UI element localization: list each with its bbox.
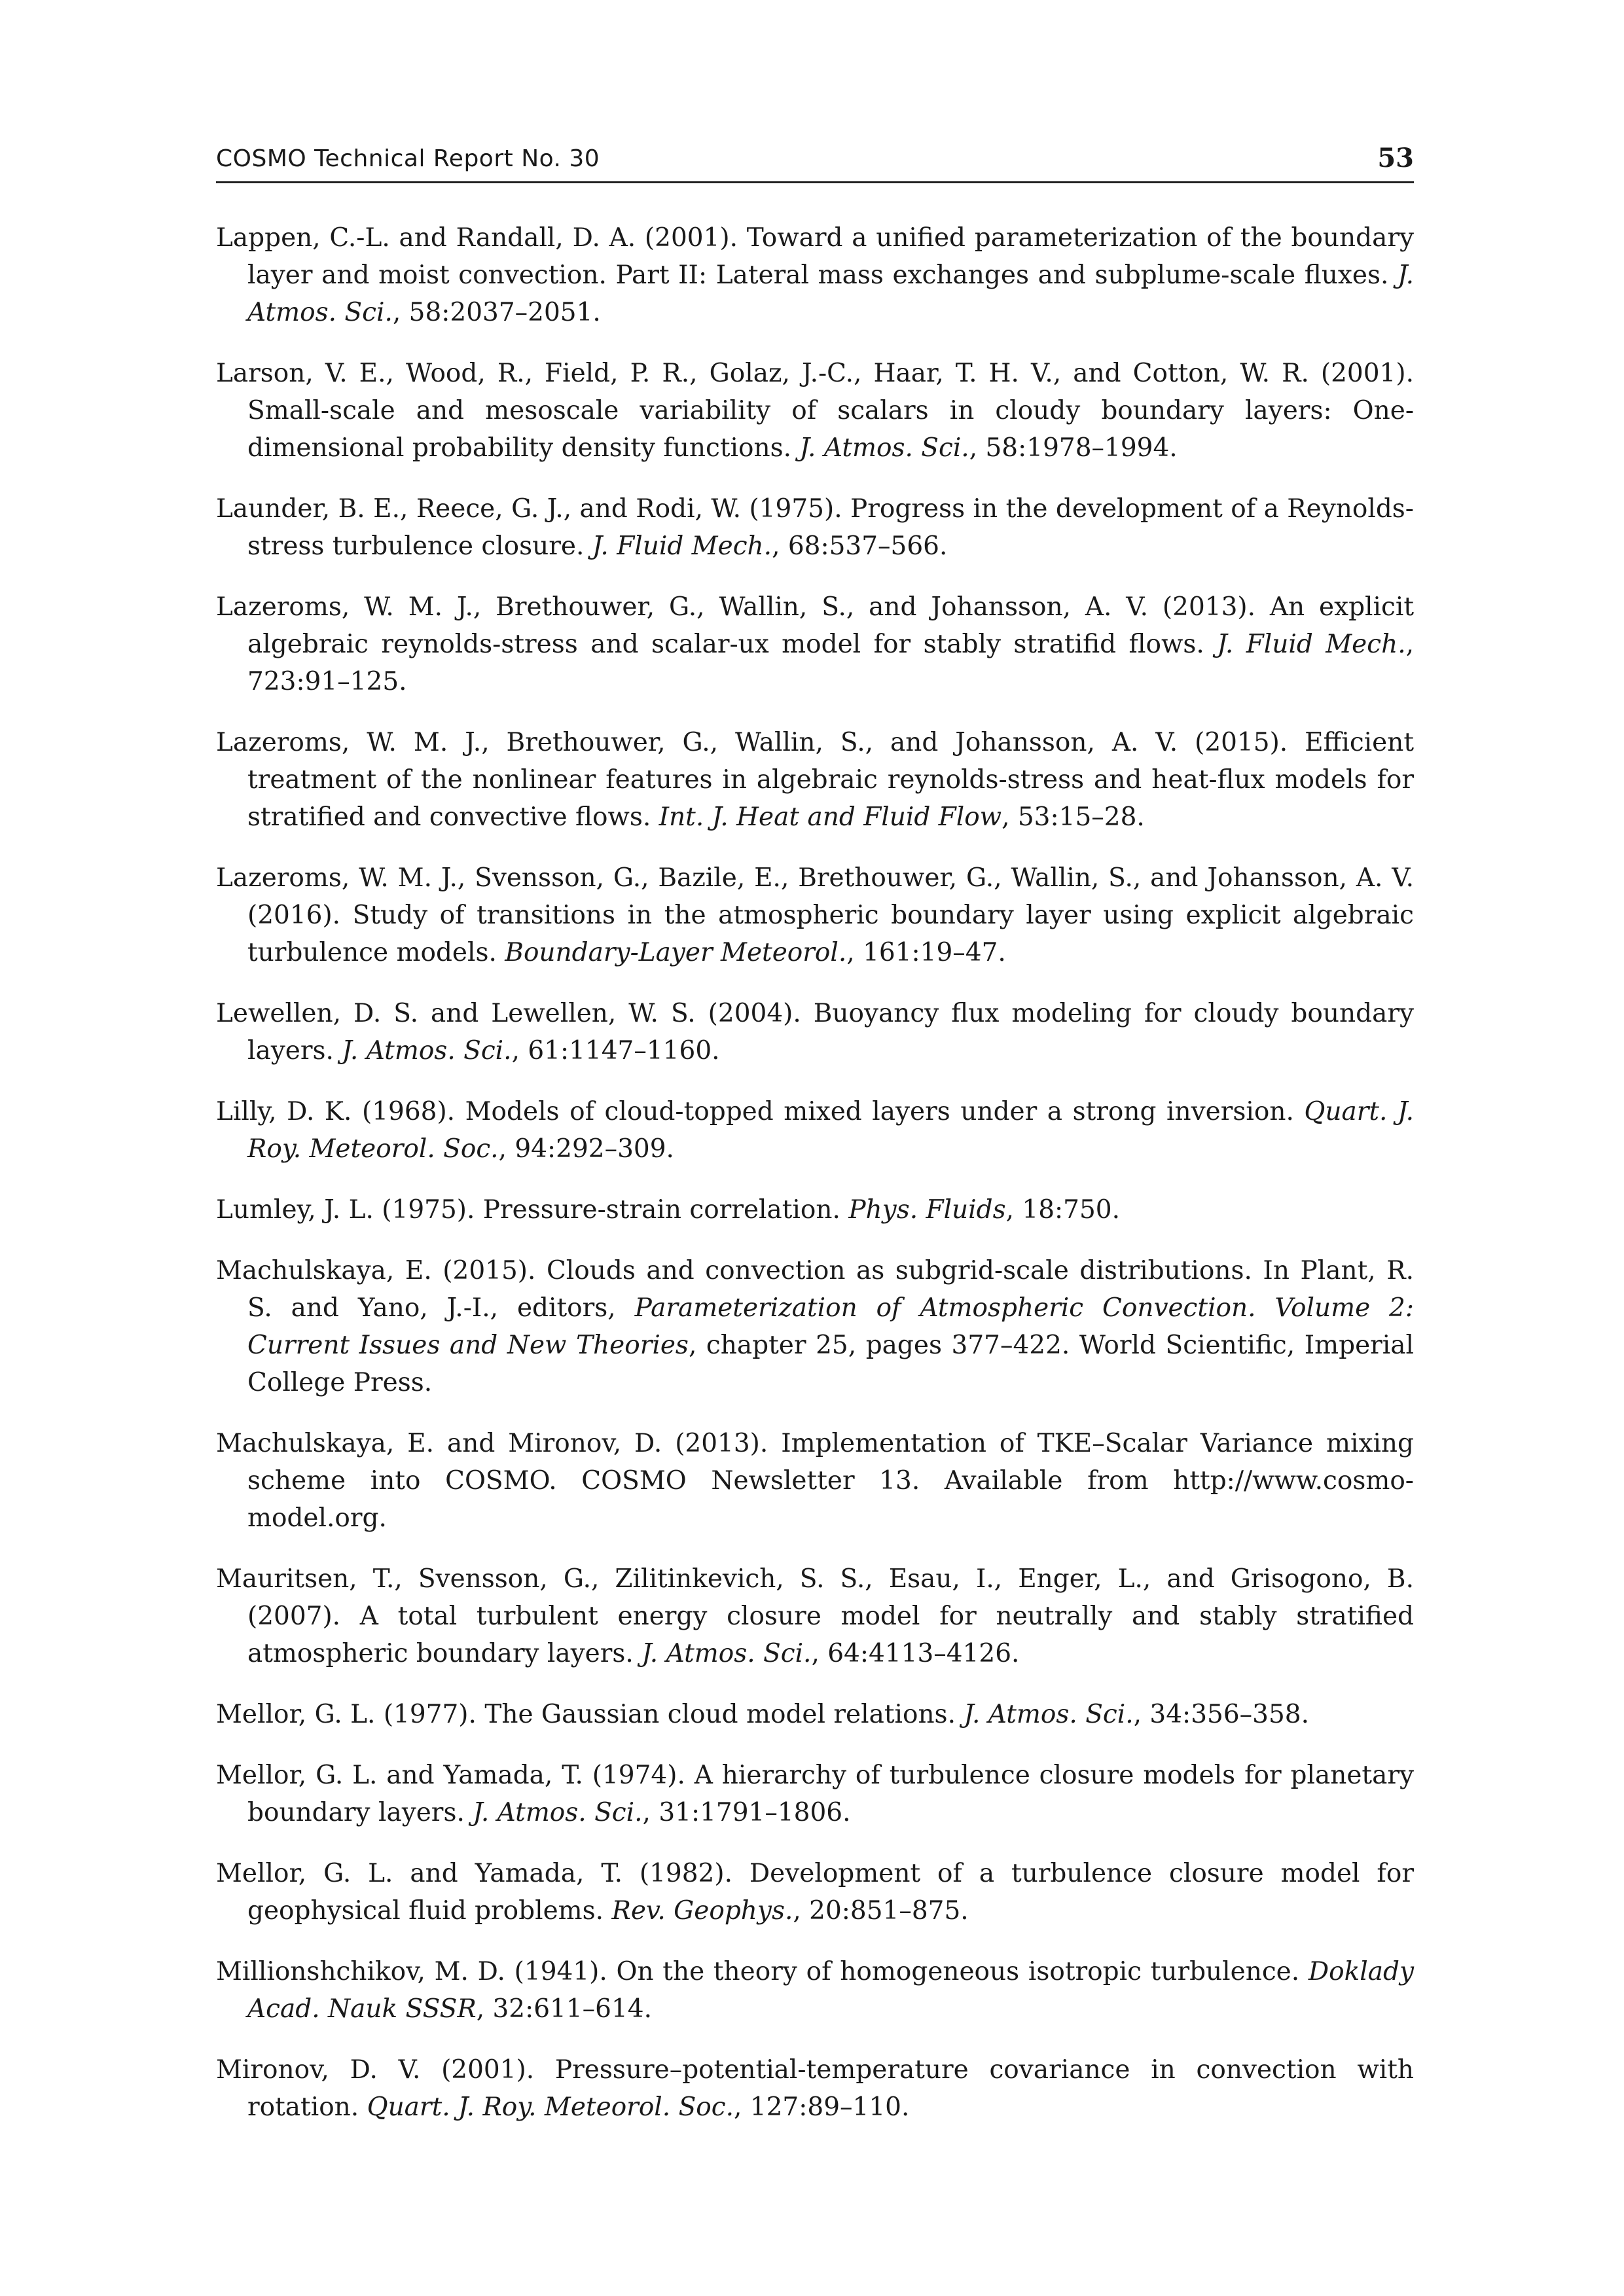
reference-text: Lazeroms, W. M. J., Svensson, G., Bazile, E., Brethouwer, G., Wallin, S., and Johansson, A. V. (2016). Study of transitions in the atmospheric boundary layer using explicit algebraic turbulence models.: [216, 863, 1414, 967]
reference-entry: [216, 588, 1414, 700]
reference-volume-pages: , 64:4113–4126.: [811, 1639, 1020, 1668]
reference-journal: Quart. J. Roy. Meteorol. Soc.: [367, 2092, 734, 2122]
reference-volume-pages: , 161:19–47.: [846, 938, 1006, 967]
reference-entry: [216, 1757, 1414, 1831]
reference-journal: Parameterization of Atmospheric Convection. Volume 2: Current Issues and New Theories: [247, 1293, 1414, 1360]
reference-journal: Phys. Fluids: [848, 1195, 1006, 1225]
reference-entry: [216, 490, 1414, 565]
reference-text: Lewellen, D. S. and Lewellen, W. S. (2004). Buoyancy flux modeling for cloudy boundary layers.: [216, 999, 1414, 1066]
reference-volume-pages: , 723:91–125.: [247, 630, 1414, 696]
reference-journal: J. Atmos. Sci.: [247, 260, 1414, 327]
reference-journal: J. Atmos. Sci.: [342, 1036, 512, 1066]
page-number: 53: [1377, 143, 1414, 173]
reference-text: Mellor, G. L. and Yamada, T. (1982). Development of a turbulence closure model for geophysical fluid problems.: [216, 1859, 1414, 1926]
reference-volume-pages: , 18:750.: [1005, 1195, 1121, 1225]
reference-text: Lappen, C.-L. and Randall, D. A. (2001). Toward a unified parameterization of the boundary layer and moist convection. Part II: Lateral mass exchanges and subplume-scale fluxes.: [216, 223, 1414, 290]
reference-entry: [216, 859, 1414, 971]
reference-journal: J. Atmos. Sci.: [473, 1798, 643, 1827]
reference-journal: J. Atmos. Sci.: [641, 1639, 812, 1668]
bibliography-list: [216, 219, 1414, 2149]
reference-entry: [216, 995, 1414, 1069]
reference-volume-pages: , 34:356–358.: [1133, 1700, 1309, 1729]
reference-journal: Quart. J. Roy. Meteorol. Soc.: [247, 1097, 1414, 1164]
reference-entry: [216, 1953, 1414, 2028]
reference-journal: J. Atmos. Sci.: [799, 433, 969, 463]
reference-journal: Int. J. Heat and Fluid Flow: [659, 802, 1002, 832]
reference-text: Lazeroms, W. M. J., Brethouwer, G., Wallin, S., and Johansson, A. V. (2013). An explicit algebraic reynolds-stress and scalar-ux model for stably stratifid flows.: [216, 592, 1414, 659]
reference-volume-pages: , 31:1791–1806.: [642, 1798, 851, 1827]
running-title: COSMO Technical Report No. 30: [216, 145, 600, 172]
reference-text: Machulskaya, E. and Mironov, D. (2013). Implementation of TKE–Scalar Variance mixing scheme into COSMO. COSMO Newsletter 13. Available from http://www.cosmo-model.org.: [216, 1429, 1414, 1533]
page-header: [216, 143, 1414, 183]
reference-entry: [216, 2051, 1414, 2126]
reference-volume-pages: , chapter 25, pages 377–422. World Scientific, Imperial College Press.: [247, 1331, 1414, 1397]
reference-journal: J. Atmos. Sci.: [964, 1700, 1134, 1729]
reference-entry: [216, 1696, 1414, 1733]
reference-entry: [216, 1425, 1414, 1537]
reference-text: Mellor, G. L. (1977). The Gaussian cloud model relations.: [216, 1700, 964, 1729]
reference-entry: [216, 1252, 1414, 1401]
reference-journal: Boundary-Layer Meteorol.: [505, 938, 847, 967]
reference-entry: [216, 1855, 1414, 1929]
reference-volume-pages: , 58:2037–2051.: [392, 298, 601, 327]
reference-text: Millionshchikov, M. D. (1941). On the theory of homogeneous isotropic turbulence.: [216, 1957, 1308, 1986]
reference-volume-pages: , 58:1978–1994.: [969, 433, 1178, 463]
reference-entry: [216, 1191, 1414, 1229]
reference-text: Lazeroms, W. M. J., Brethouwer, G., Wallin, S., and Johansson, A. V. (2015). Efficient treatment of the nonlinear features in algebraic reynolds-stress and heat-flux models for stratified and convective flows.: [216, 728, 1414, 832]
reference-text: Lilly, D. K. (1968). Models of cloud-topped mixed layers under a strong inversion.: [216, 1097, 1305, 1126]
reference-text: Larson, V. E., Wood, R., Field, P. R., Golaz, J.-C., Haar, T. H. V., and Cotton, W. R. (2001). Small-scale and mesoscale variability of scalars in cloudy boundary layers: One-dimensional probability density functions.: [216, 359, 1414, 463]
reference-volume-pages: , 32:611–614.: [476, 1994, 653, 2024]
reference-text: Machulskaya, E. (2015). Clouds and convection as subgrid-scale distributions. In Plant, R. S. and Yano, J.-I., editors,: [216, 1256, 1414, 1323]
reference-entry: [216, 1093, 1414, 1168]
reference-text: Mauritsen, T., Svensson, G., Zilitinkevich, S. S., Esau, I., Enger, L., and Grisogono, B. (2007). A total turbulent energy closure model for neutrally and stably stratified atmospheric boundary layers.: [216, 1564, 1414, 1668]
reference-entry: [216, 1560, 1414, 1672]
reference-text: Launder, B. E., Reece, G. J., and Rodi, W. (1975). Progress in the development of a Reynolds-stress turbulence closure.: [216, 494, 1414, 561]
reference-journal: Doklady Acad. Nauk SSSR: [247, 1957, 1414, 2024]
reference-entry: [216, 355, 1414, 467]
reference-volume-pages: , 127:89–110.: [734, 2092, 910, 2122]
reference-volume-pages: , 53:15–28.: [1001, 802, 1145, 832]
reference-text: Lumley, J. L. (1975). Pressure-strain correlation.: [216, 1195, 849, 1225]
reference-journal: J. Fluid Mech.: [592, 531, 772, 561]
reference-volume-pages: , 61:1147–1160.: [511, 1036, 720, 1066]
reference-journal: J. Fluid Mech.: [1217, 630, 1406, 659]
reference-journal: Rev. Geophys.: [611, 1896, 793, 1926]
reference-text: Mellor, G. L. and Yamada, T. (1974). A hierarchy of turbulence closure models for planetary boundary layers.: [216, 1761, 1414, 1827]
reference-text: Mironov, D. V. (2001). Pressure–potential-temperature covariance in convection with rotation.: [216, 2055, 1414, 2122]
reference-entry: [216, 219, 1414, 331]
reference-volume-pages: , 20:851–875.: [793, 1896, 969, 1926]
reference-entry: [216, 724, 1414, 836]
reference-volume-pages: , 94:292–309.: [498, 1134, 674, 1164]
reference-volume-pages: , 68:537–566.: [772, 531, 948, 561]
